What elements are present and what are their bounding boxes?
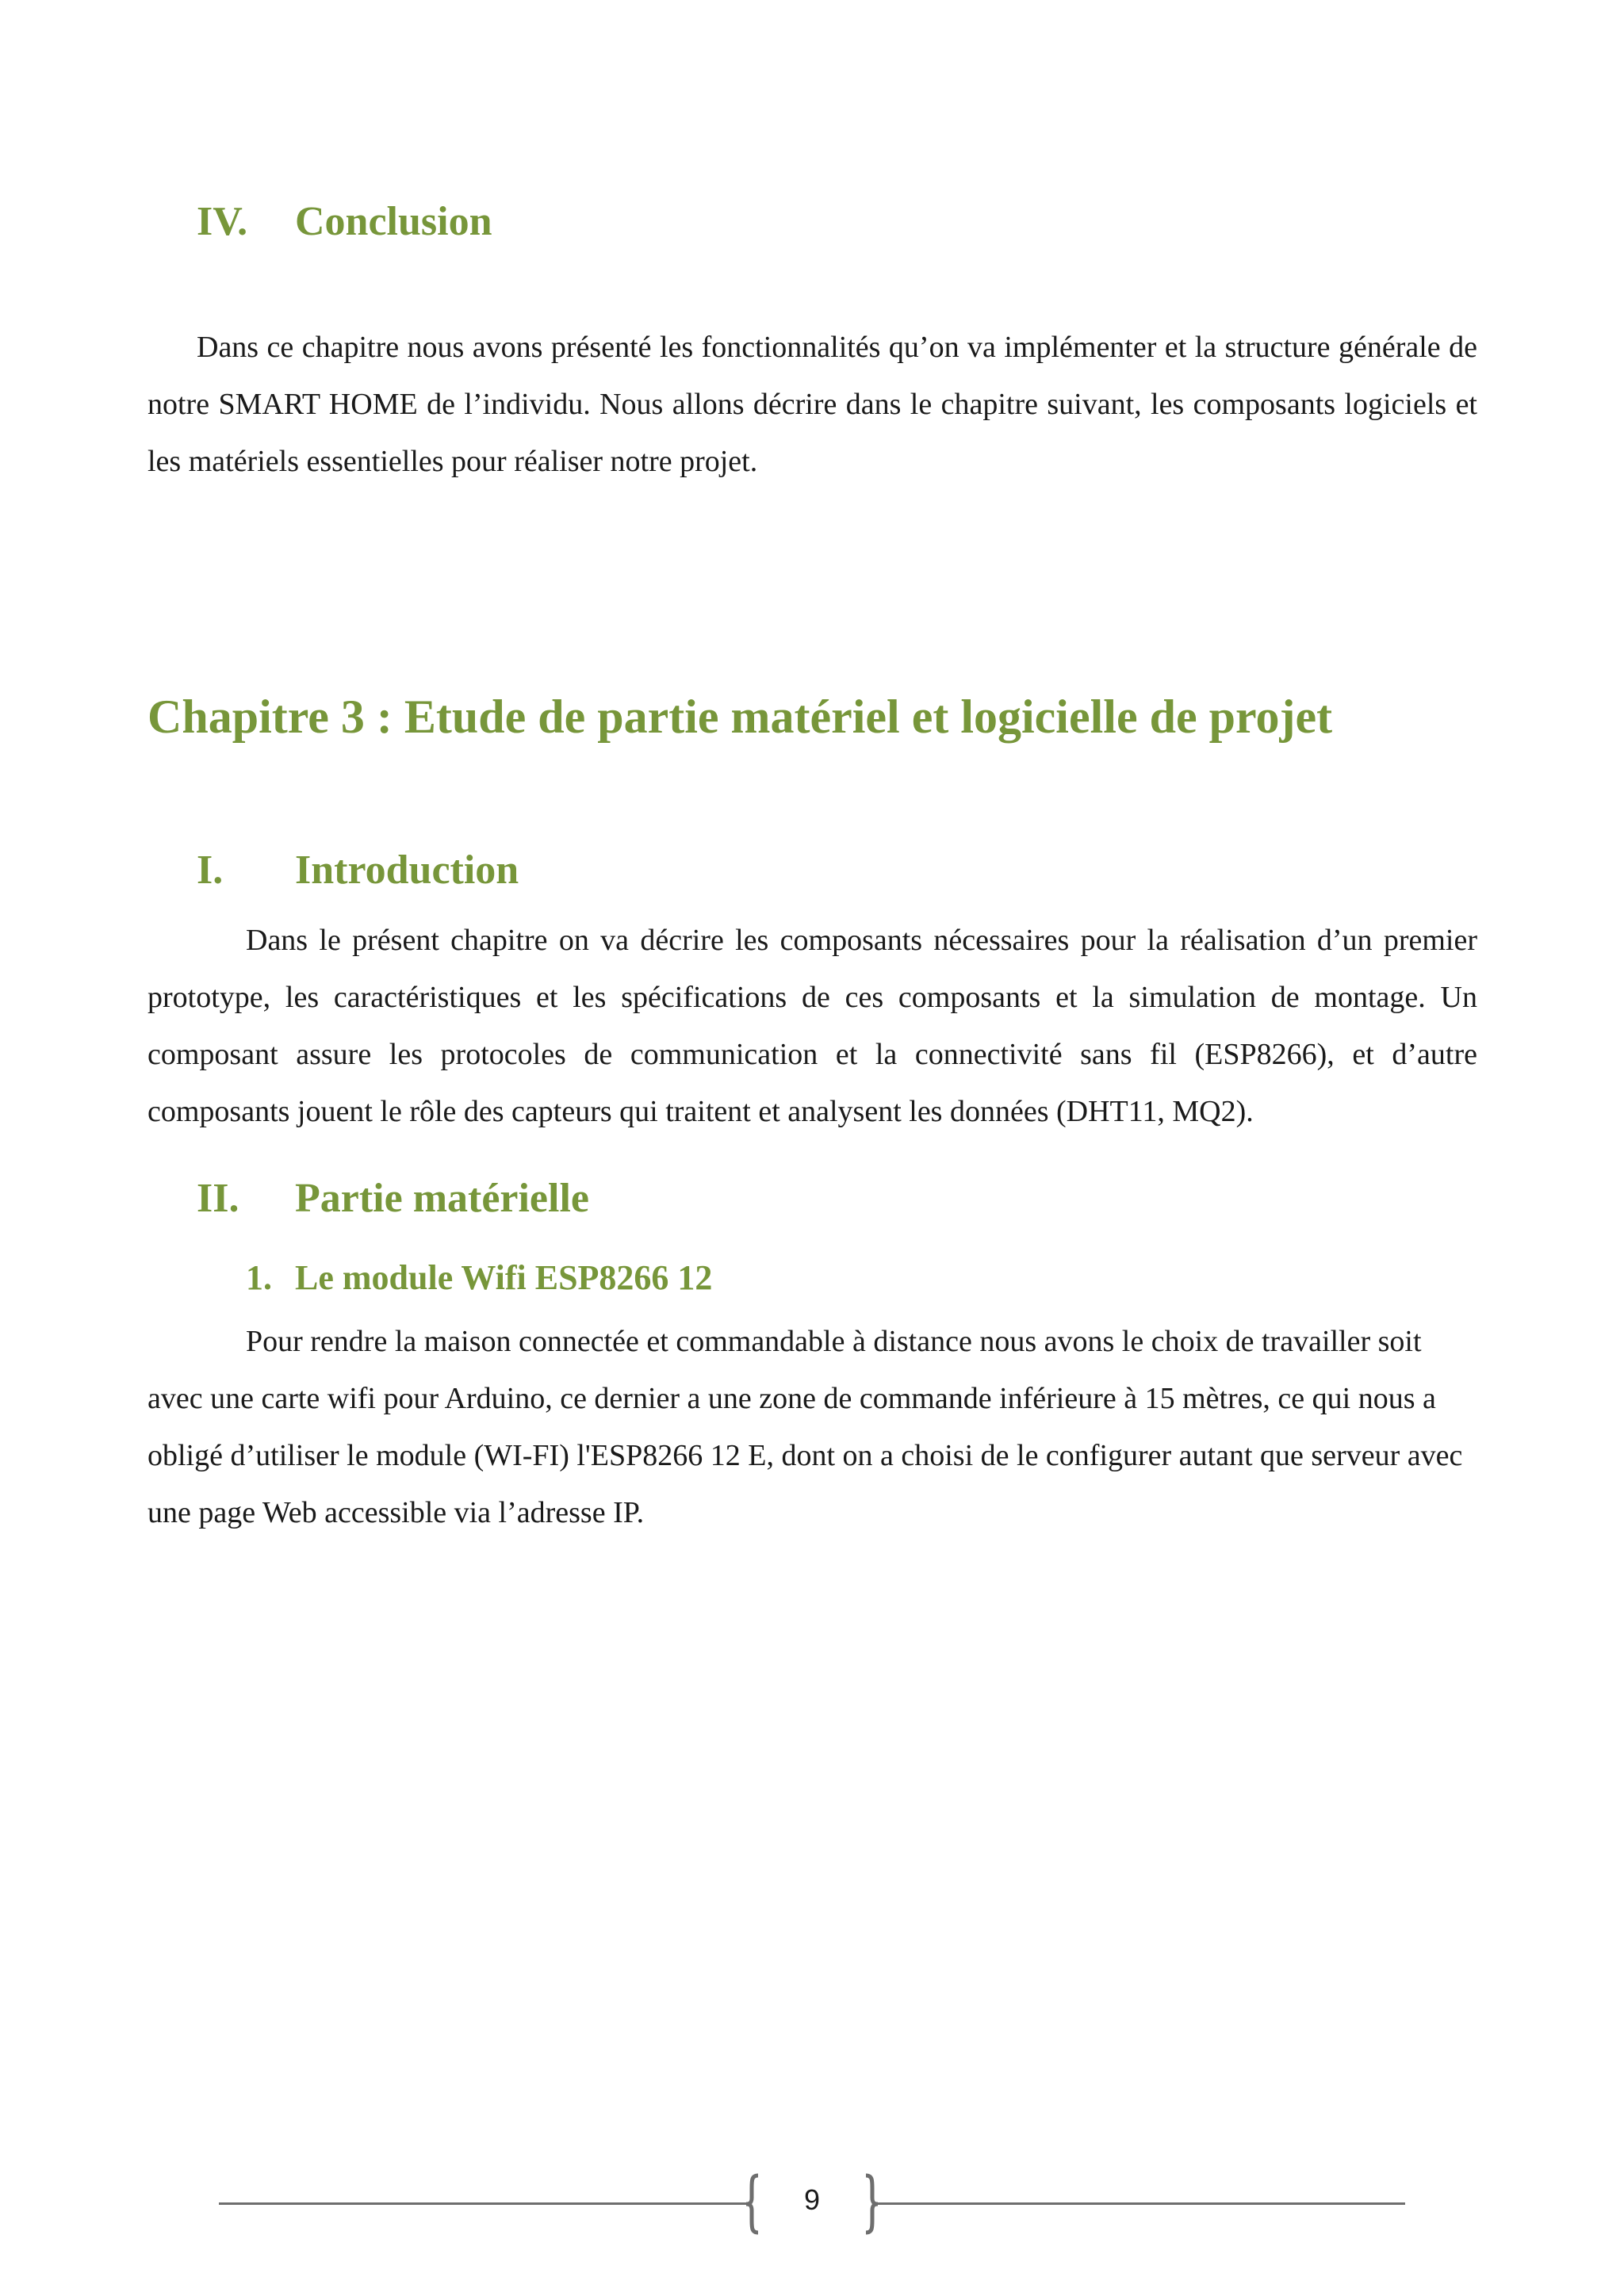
page-number: 9 — [803, 2183, 821, 2216]
section-title: Introduction — [295, 848, 519, 893]
introduction-text: Dans le présent chapitre on va décrire les composants nécessaires pour la réalisation d’un premier prototype, les caractéristiques et les spécifications de ces composants et la simulation de montage. Un composant assure les protocoles de communication et la connectivité sans fil (ESP8266), et d’autre composants jouent le rôle des capteurs qui traitent et analysent les données (DHT11, MQ2). — [147, 924, 1477, 1128]
page-footer — [0, 2172, 1624, 2236]
section-title: Conclusion — [295, 199, 492, 244]
left-brace-icon — [744, 2172, 761, 2236]
footer-rule-right — [877, 2202, 1405, 2205]
conclusion-paragraph — [147, 319, 1477, 490]
section-heading-introduction — [197, 847, 519, 894]
subsection-number: 1. — [246, 1258, 272, 1297]
subsection-title: Le module Wifi ESP8266 12 — [295, 1258, 713, 1297]
section-number: IV. — [197, 199, 248, 244]
section-number: II. — [197, 1176, 239, 1221]
esp8266-paragraph — [147, 1313, 1464, 1541]
esp8266-text: Pour rendre la maison connectée et commandable à distance nous avons le choix de travailler soit avec une carte wifi pour Arduino, ce dernier a une zone de commande inférieure à 15 mètres, ce qui nous a obligé d’utiliser le module (WI-FI) l'ESP8266 12 E, dont on a choisi de le configurer autant que serveur avec une page Web accessible via l’adresse IP. — [147, 1325, 1463, 1529]
subsection-heading-esp8266 — [246, 1257, 712, 1298]
section-number: I. — [197, 848, 224, 893]
chapter-title: Chapitre 3 : Etude de partie matériel et logicielle de projet — [147, 691, 1333, 743]
conclusion-text: Dans ce chapitre nous avons présenté les fonctionnalités qu’on va implémenter et la structure générale de notre SMART HOME de l’individu. Nous allons décrire dans le chapitre suivant, les composants logiciels et les matériels essentielles pour réaliser notre projet. — [147, 331, 1477, 478]
section-heading-conclusion — [197, 198, 492, 245]
section-heading-hardware — [197, 1175, 589, 1222]
footer-rule-left — [219, 2202, 747, 2205]
introduction-paragraph — [147, 912, 1477, 1140]
section-title: Partie matérielle — [295, 1176, 589, 1221]
